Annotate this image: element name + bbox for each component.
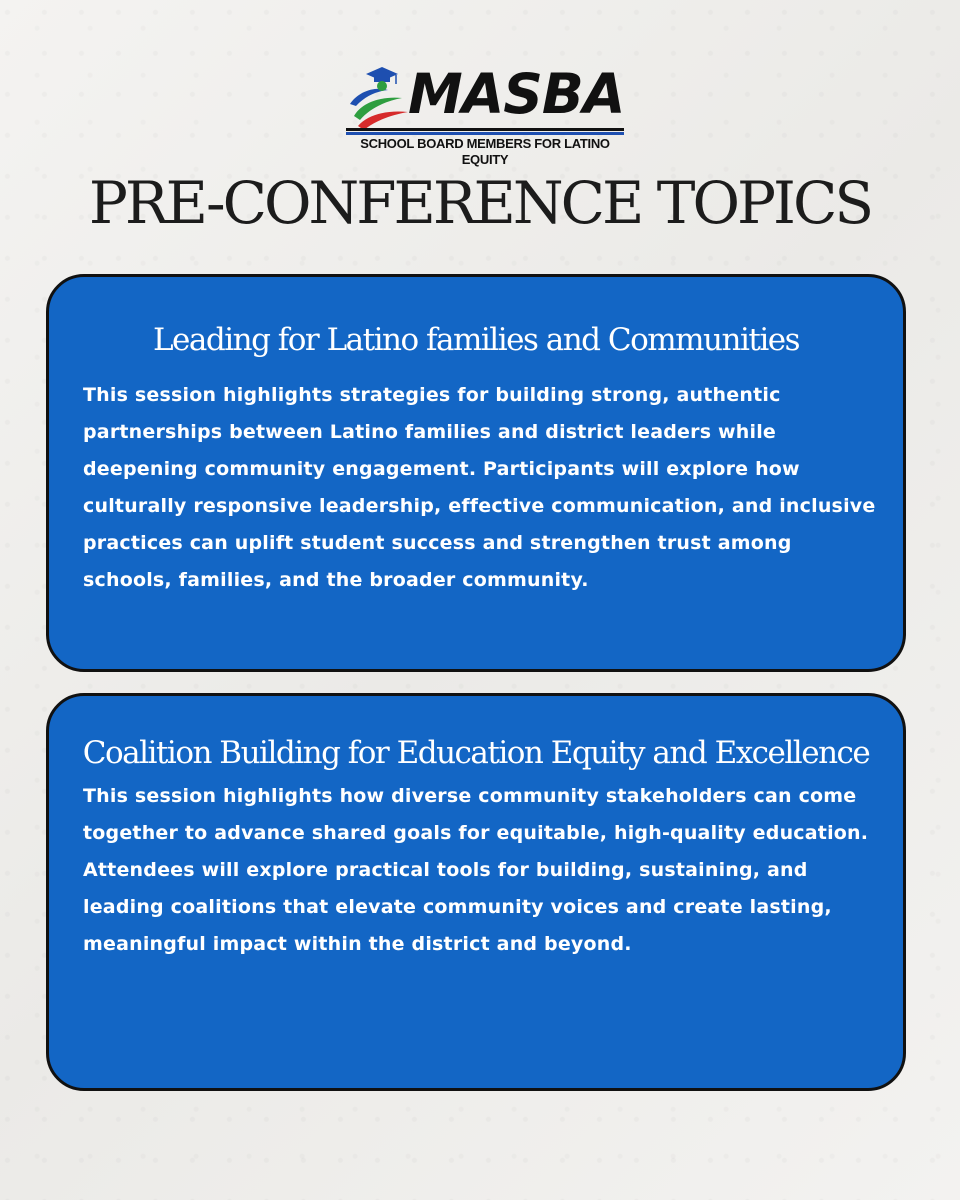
graduation-figure-icon [344, 64, 416, 134]
logo-tagline: SCHOOL BOARD MEMBERS FOR LATINO EQUITY [360, 136, 610, 167]
session-card-coalition-building [46, 693, 906, 1091]
masba-logo [342, 60, 628, 167]
session-title: Leading for Latino families and Communities [152, 322, 800, 358]
page-title: PRE-CONFERENCE TOPICS [88, 169, 872, 237]
logo-divider [346, 128, 624, 131]
logo-wordmark: MASBA [408, 62, 625, 126]
session-description: This session highlights strategies for building strong, authentic partnerships between Latino families and district leaders while deepening community engagement. Participants will explore how culturally responsive leadership, effective communication, and inclusive practices can uplift student success and strengthen trust among schools, families, and the broader community. [83, 384, 876, 591]
session-description: This session highlights how diverse community stakeholders can come together to advance shared goals for equitable, high-quality education. Attendees will explore practical tools for building, sustaining, and leading coalitions that elevate community voices and create lasting, meaningful impact within the district and beyond. [83, 785, 869, 955]
session-title: Coalition Building for Education Equity and Excellence [82, 735, 870, 771]
logo-divider-blue [346, 132, 624, 135]
session-card-latino-families [46, 274, 906, 672]
